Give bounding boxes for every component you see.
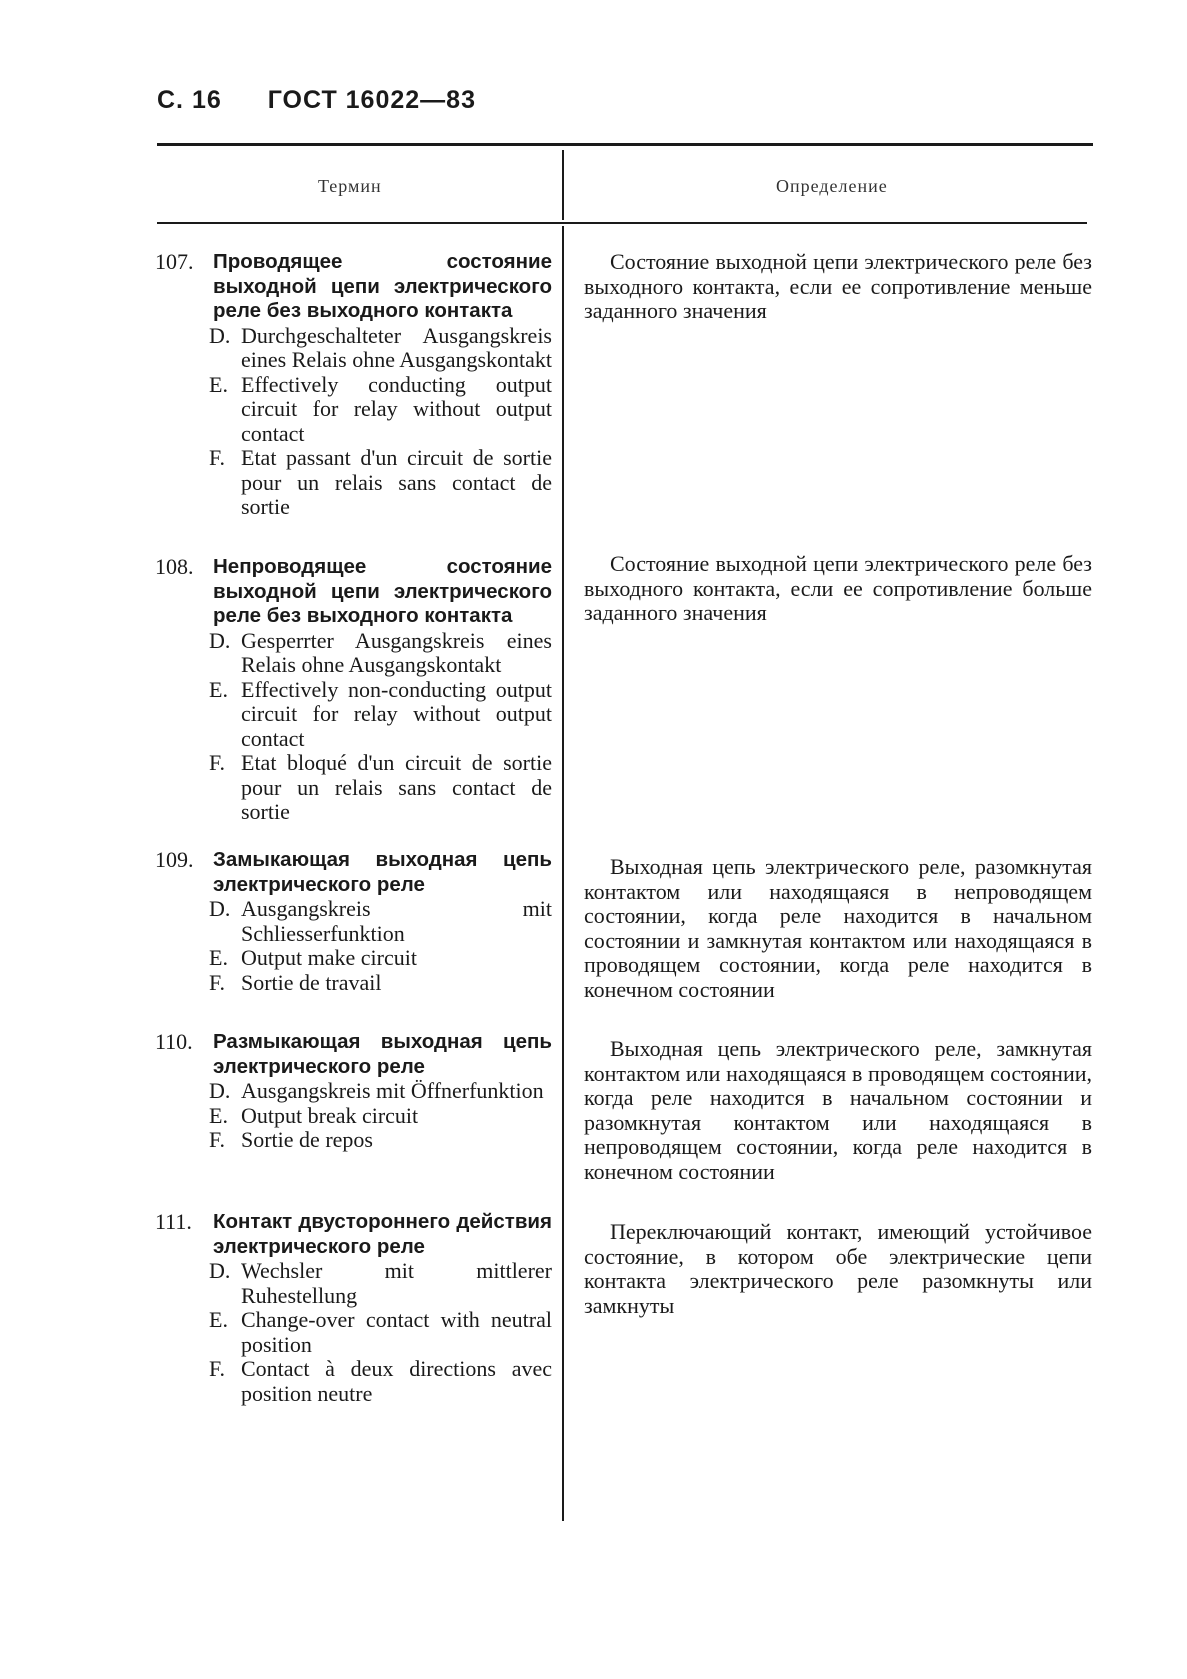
term-german: D. Durchgeschalteter Ausgangskreis eines Relais ohne Ausgangskontakt: [209, 322, 553, 372]
definition-110: Выходная цепь электрического реле, замкнутая контактом или находящаяся в проводящем состоянии, когда реле находится в начальном состоянии и разомкнутая контактом или находящаяся в непроводящем состоянии, когда реле находится в конечном состоянии: [584, 1036, 1092, 1184]
term-russian: Проводящее состояние выходной цепи электрического реле без выходного контакта: [213, 250, 552, 322]
term-russian: Размыкающая выходная цепь электрического реле: [213, 1030, 552, 1078]
column-divider-header: [562, 150, 564, 220]
page-number: С. 16: [157, 86, 222, 114]
term-french: F. Contact à deux directions avec position neutre: [209, 1356, 552, 1406]
header-rule: [157, 222, 1087, 224]
term-french: F. Sortie de travail: [209, 969, 382, 995]
term-entry-108: [155, 555, 552, 825]
term-english: E. Change-over contact with neutral position: [209, 1307, 552, 1357]
entry-number: 107.: [155, 249, 194, 274]
page-header: [157, 86, 476, 115]
term-russian: Замыкающая выходная цепь электрического реле: [213, 848, 552, 896]
entry-number: 109.: [155, 847, 194, 872]
definition-111: Переключающий контакт, имеющий устойчивое состояние, в котором обе электрические цепи контакта электрического реле разомкнуты или замкнуты: [584, 1219, 1092, 1318]
entry-number: 111.: [155, 1209, 192, 1234]
term-german: D. Wechsler mit mittlerer Ruhestellung: [209, 1258, 552, 1308]
term-german: D. Ausgangskreis mit Öffnerfunktion: [209, 1078, 544, 1103]
term-english: E. Effectively conducting output circuit for relay without output contact: [209, 371, 552, 446]
term-french: F. Etat bloqué d'un circuit de sortie pour un relais sans contact de sortie: [209, 750, 552, 824]
term-russian: Контакт двустороннего действия электрического реле: [213, 1210, 552, 1258]
document-code: ГОСТ 16022—83: [267, 86, 476, 114]
definition-107: Состояние выходной цепи электрического реле без выходного контакта, если ее сопротивление меньше заданного значения: [584, 249, 1092, 323]
definition-109: Выходная цепь электрического реле, разомкнутая контактом или находящаяся в непроводящем состоянии, когда реле находится в начальном состоянии и замкнутая контактом или находящаяся в проводящем состоянии, когда реле находится в конечном состоянии: [584, 854, 1092, 1002]
column-divider: [562, 226, 564, 1521]
column-header-definition: Определение: [776, 176, 888, 196]
term-entry-109: [155, 848, 552, 995]
term-entry-110: [155, 1030, 552, 1153]
entry-number: 110.: [155, 1029, 193, 1054]
term-entry-111: [155, 1210, 552, 1406]
term-russian: Непроводящее состояние выходной цепи электрического реле без выходного контакта: [213, 555, 552, 627]
term-entry-107: [155, 250, 552, 520]
term-french: F. Etat passant d'un circuit de sortie pour un relais sans contact de sortie: [209, 445, 552, 519]
term-german: D. Gesperrter Ausgangskreis eines Relais ohne Ausgangskontakt: [209, 627, 552, 677]
entry-number: 108.: [155, 554, 194, 579]
column-header-term: Термин: [318, 176, 382, 196]
term-english: E. Effectively non-conducting output circuit for relay without output contact: [209, 676, 552, 751]
definition-108: Состояние выходной цепи электрического реле без выходного контакта, если ее сопротивление больше заданного значения: [584, 551, 1092, 625]
term-english: E. Output make circuit: [209, 945, 417, 970]
term-german: D. Ausgangskreis mit Schliesserfunktion: [209, 896, 552, 946]
term-french: F. Sortie de repos: [209, 1127, 373, 1152]
term-english: E. Output break circuit: [209, 1102, 419, 1128]
top-rule: [157, 143, 1093, 146]
